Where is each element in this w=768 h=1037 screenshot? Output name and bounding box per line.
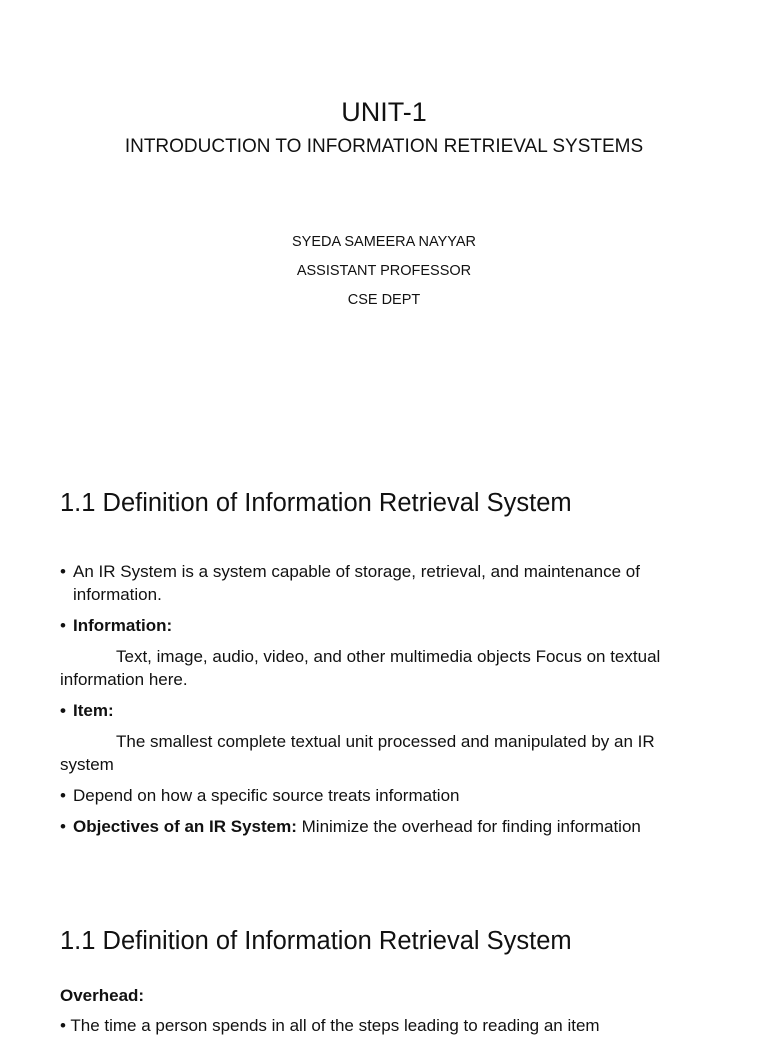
overhead-label: Overhead: [60, 986, 145, 1005]
bullet-text: Depend on how a specific source treats information [73, 786, 460, 805]
bullet-icon: • [60, 562, 66, 581]
item-description: The smallest complete textual unit processed and manipulated by an IR system [60, 732, 655, 774]
slide-heading: 1.1 Definition of Information Retrieval System [60, 489, 572, 517]
author-department: CSE DEPT [347, 292, 421, 308]
bullet-label: Objectives of an IR System: [73, 817, 297, 836]
bullet-icon: • [60, 786, 66, 805]
bullet-icon: • [60, 817, 66, 836]
unit-title: UNIT-1 [341, 97, 427, 127]
bullet-item-information [60, 614, 710, 637]
bullet-item-item [60, 699, 710, 722]
author-block [0, 228, 768, 315]
bullet-item-objectives [60, 815, 710, 838]
bullet-item-ir-system [60, 560, 710, 606]
bullet-label: Information: [73, 616, 173, 635]
unit-subtitle: INTRODUCTION TO INFORMATION RETRIEVAL SYSTEMS [124, 136, 644, 157]
slide-heading: 1.1 Definition of Information Retrieval System [60, 927, 572, 955]
bullet-item-depend [60, 784, 710, 807]
author-name: SYEDA SAMEERA NAYYAR [292, 234, 476, 250]
overhead-description: • The time a person spends in all of the steps leading to reading an item [60, 1016, 600, 1035]
slide-body [60, 560, 710, 846]
bullet-text: An IR System is a system capable of storage, retrieval, and maintenance of information. [73, 562, 640, 604]
definition-slide-continued [0, 876, 768, 1035]
definition-slide [0, 438, 768, 870]
title-slide [0, 0, 768, 432]
bullet-text: Minimize the overhead for finding information [296, 817, 641, 836]
information-description: Text, image, audio, video, and other multimedia objects Focus on textual information here. [60, 647, 661, 689]
bullet-icon: • [60, 701, 66, 720]
bullet-label: Item: [73, 701, 114, 720]
bullet-icon: • [60, 616, 66, 635]
author-role: ASSISTANT PROFESSOR [296, 263, 472, 279]
